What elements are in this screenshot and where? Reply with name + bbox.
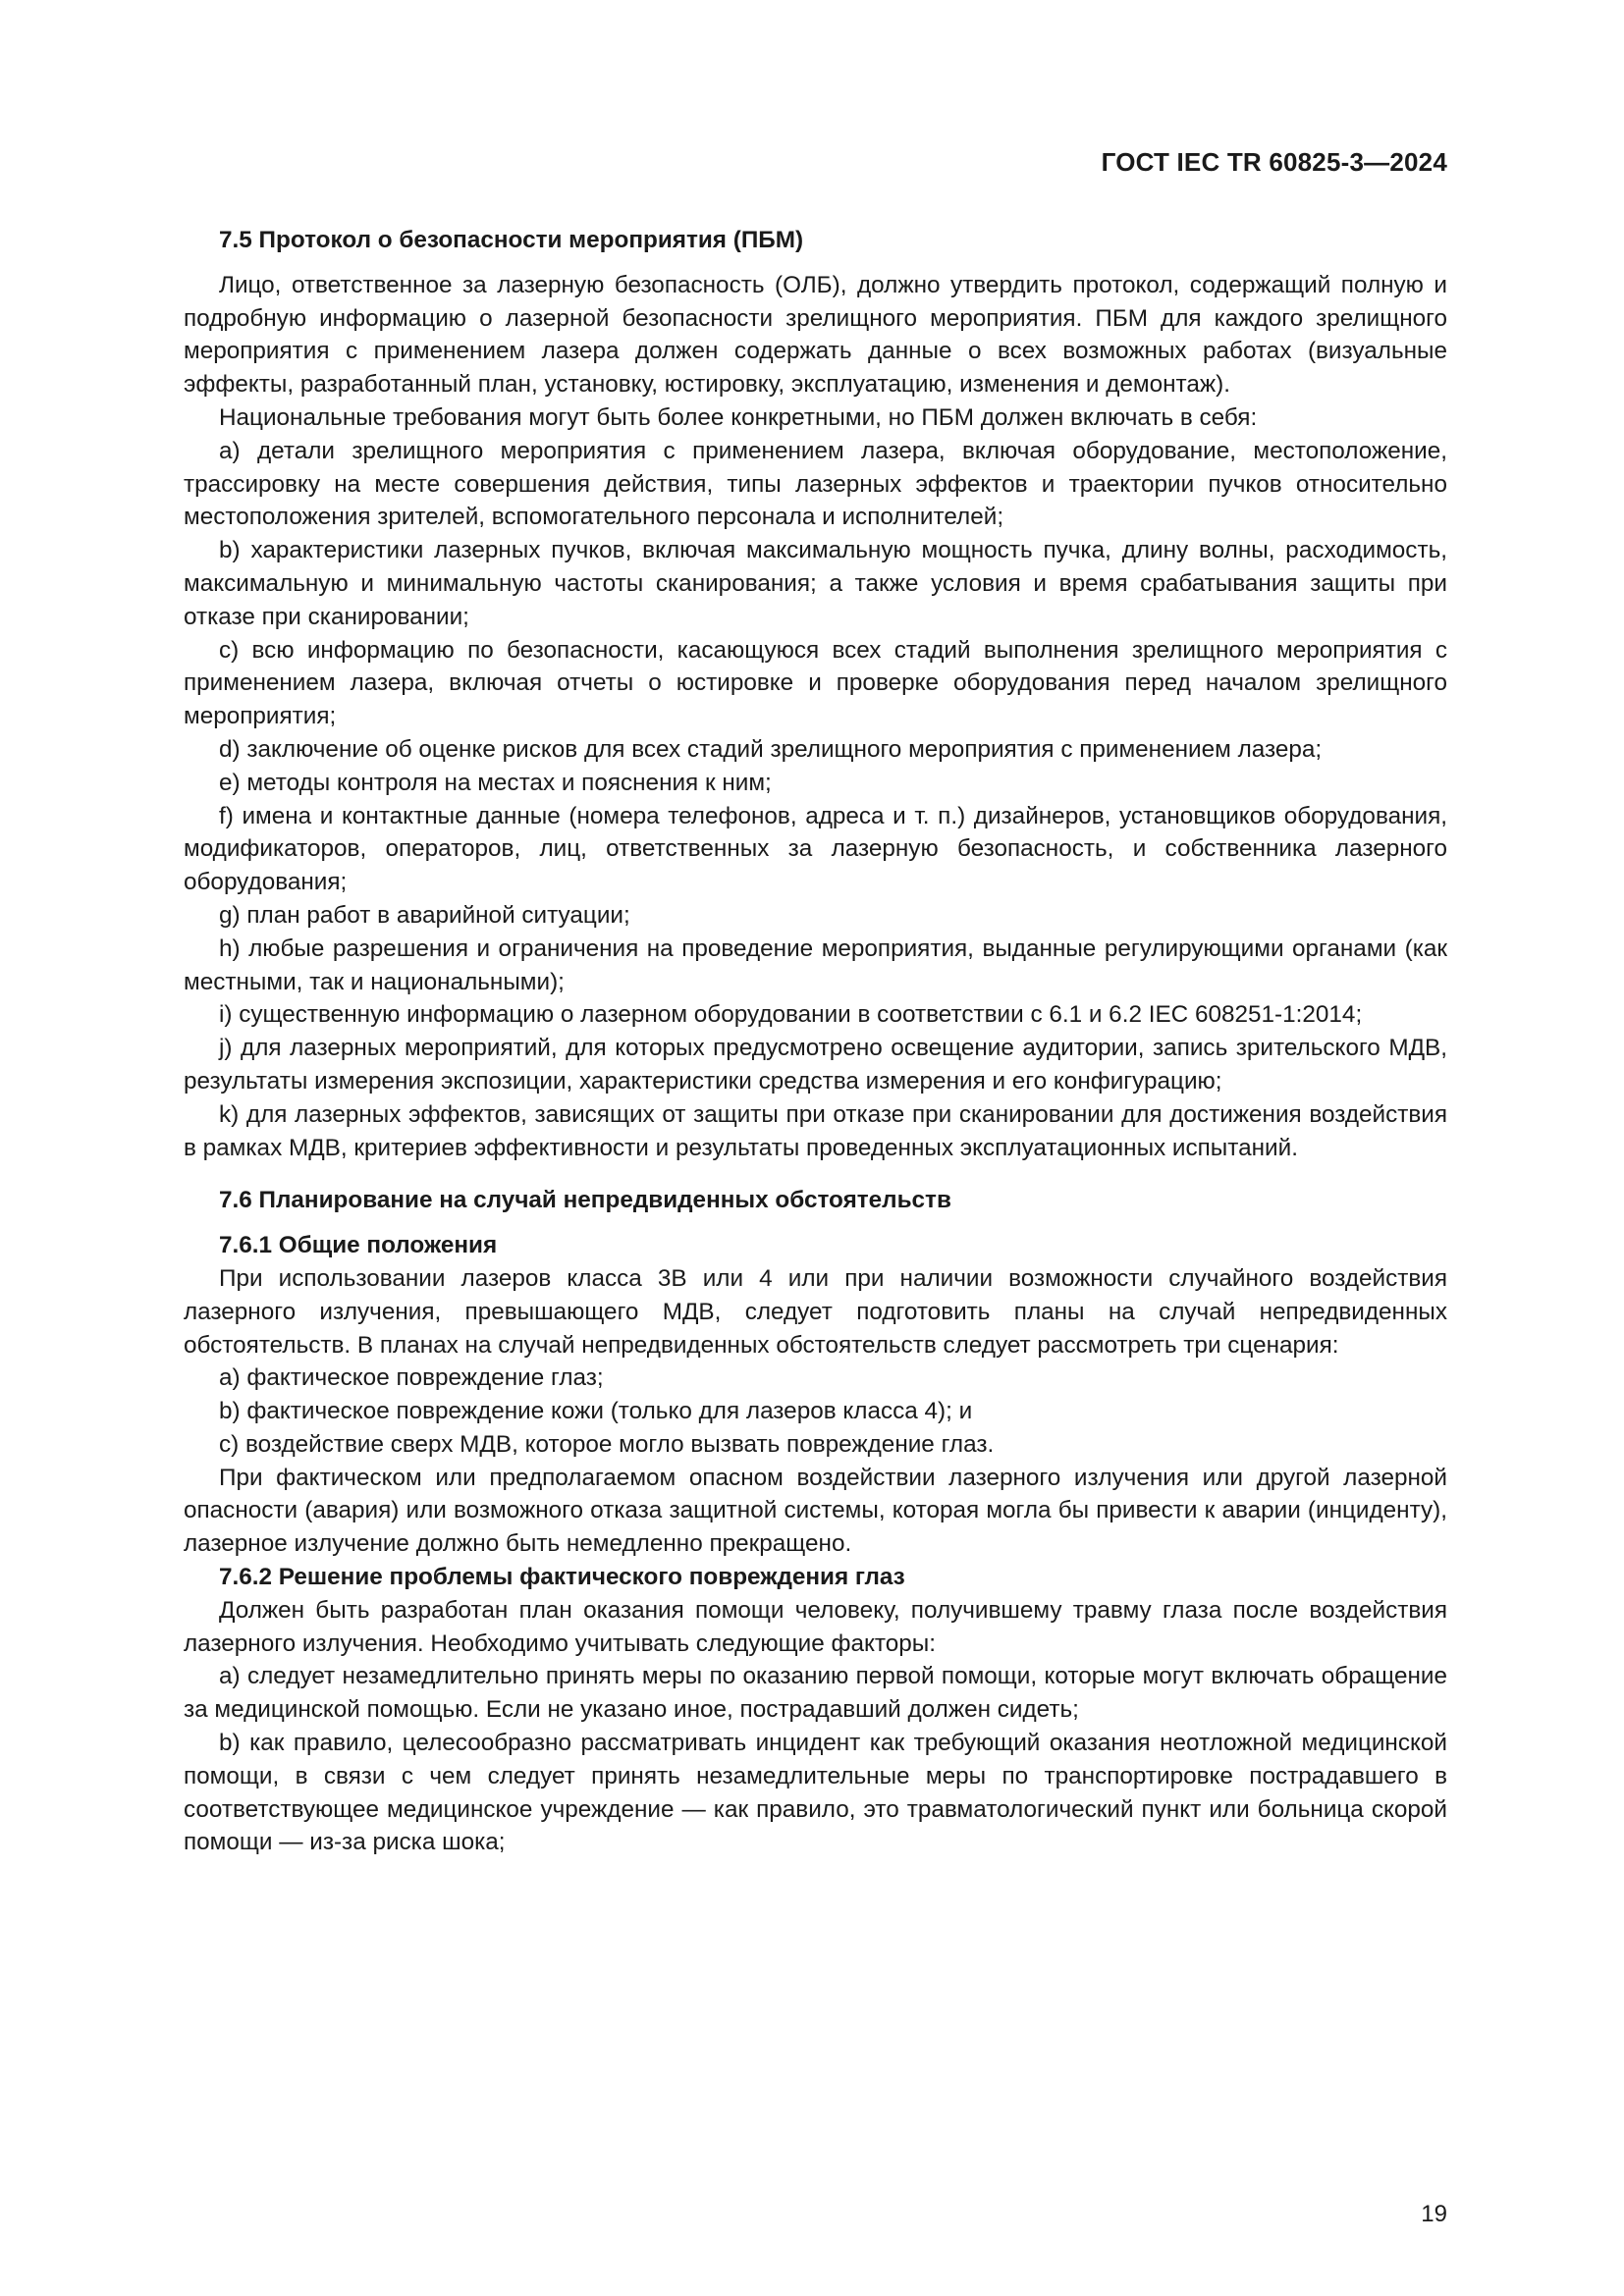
list-item-7-5-k: k) для лазерных эффектов, зависящих от защиты при отказе при сканировании для достижения воздействия в рамках МДВ, критериев эффективности и результаты проведенных эксплуатационных испытаний. — [184, 1100, 1447, 1161]
document-body — [184, 224, 1447, 1859]
list-item-7-5-c: c) всю информацию по безопасности, касающуюся всех стадий выполнения зрелищного мероприятия с применением лазера, включая отчеты о юстировке и проверке оборудования перед началом зрелищного мероприятия; — [184, 636, 1447, 730]
list-item-7-6-1-b: b) фактическое повреждение кожи (только для лазеров класса 4); и — [219, 1398, 973, 1425]
list-item-7-5-j: j) для лазерных мероприятий, для которых предусмотрено освещение аудитории, запись зрительского МДВ, результаты измерения экспозиции, характеристики средства измерения и его конфигурацию; — [184, 1035, 1447, 1095]
section-7-6-2-heading: 7.6.2 Решение проблемы фактического повреждения глаз — [219, 1564, 905, 1591]
document-page — [184, 147, 1447, 2228]
standard-code: ГОСТ IEC TR 60825-3—2024 — [1101, 147, 1447, 177]
section-7-5-heading: 7.5 Протокол о безопасности мероприятия (ПБМ) — [219, 227, 804, 253]
list-item-7-5-e: e) методы контроля на местах и пояснения к ним; — [219, 769, 772, 796]
list-item-7-5-d: d) заключение об оценке рисков для всех стадий зрелищного мероприятия с применением лазера; — [219, 735, 1323, 763]
list-item-7-5-g: g) план работ в аварийной ситуации; — [219, 901, 630, 929]
list-item-7-5-b: b) характеристики лазерных пучков, включая максимальную мощность пучка, длину волны, расходимость, максимальную и минимальную частоты сканирования; а также условия и время срабатывания защиты при отказе при сканировании; — [184, 537, 1447, 630]
list-item-7-6-2-b: b) как правило, целесообразно рассматривать инцидент как требующий оказания неотложной медицинской помощи, в связи с чем следует принять незамедлительные меры по транспортировке пострадавшего в соответствующее медицинское учреждение — как правило, это травматологический пункт или больница скорой помощи — из-за риска шока; — [184, 1730, 1447, 1856]
page-number: 19 — [1421, 2201, 1447, 2227]
list-item-7-6-1-a: a) фактическое повреждение глаз; — [219, 1364, 604, 1392]
list-item-7-5-f: f) имена и контактные данные (номера телефонов, адреса и т. п.) дизайнеров, установщиков оборудования, модификаторов, операторов, лиц, ответственных за лазерную безопасность, и собственника лазерного оборудования; — [184, 802, 1447, 896]
section-7-6-heading: 7.6 Планирование на случай непредвиденных обстоятельств — [219, 1187, 951, 1214]
list-item-7-5-a: a) детали зрелищного мероприятия с применением лазера, включая оборудование, местоположение, трассировку на месте совершения действия, типы лазерных эффектов и траектории пучков относительно местоположения зрителей, вспомогательного персонала и исполнителей; — [184, 437, 1447, 531]
list-item-7-5-h: h) любые разрешения и ограничения на проведение мероприятия, выданные регулирующими органами (как местными, так и национальными); — [184, 934, 1447, 995]
list-item-7-6-1-c: c) воздействие сверх МДВ, которое могло вызвать повреждение глаз. — [219, 1430, 995, 1458]
list-item-7-6-2-a: a) следует незамедлительно принять меры по оказанию первой помощи, которые могут включать обращение за медицинской помощью. Если не указано иное, пострадавший должен сидеть; — [184, 1663, 1447, 1724]
section-7-5-intro: Лицо, ответственное за лазерную безопасность (ОЛБ), должно утвердить протокол, содержащий полную и подробную информацию о лазерной безопасности зрелищного мероприятия. ПБМ для каждого зрелищного мероприятия с применением лазера должен содержать данные о всех возможных работах (визуальные эффекты, разработанный план, установку, юстировку, эксплуатацию, изменения и демонтаж). — [184, 271, 1447, 399]
section-7-6-1-heading: 7.6.1 Общие положения — [219, 1232, 498, 1259]
section-7-6-1-intro: При использовании лазеров класса 3B или 4 или при наличии возможности случайного воздействия лазерного излучения, превышающего МДВ, следует подготовить планы на случай непредвиденных обстоятельств. В планах на случай непредвиденных обстоятельств следует рассмотреть три сценария: — [184, 1264, 1447, 1359]
section-7-6-2-intro: Должен быть разработан план оказания помощи человеку, получившему травму глаза после воздействия лазерного излучения. Необходимо учитывать следующие факторы: — [184, 1596, 1447, 1657]
section-7-6-1-closing: При фактическом или предполагаемом опасном воздействии лазерного излучения или другой лазерной опасности (авария) или возможного отказа защитной системы, которая могла бы привести к аварии (инциденту), лазерное излучение должно быть немедленно прекращено. — [184, 1464, 1447, 1558]
section-7-5-lead: Национальные требования могут быть более конкретными, но ПБМ должен включать в себя: — [219, 403, 1258, 431]
list-item-7-5-i: i) существенную информацию о лазерном оборудовании в соответствии с 6.1 и 6.2 IEC 608251-1:2014; — [219, 1001, 1363, 1029]
